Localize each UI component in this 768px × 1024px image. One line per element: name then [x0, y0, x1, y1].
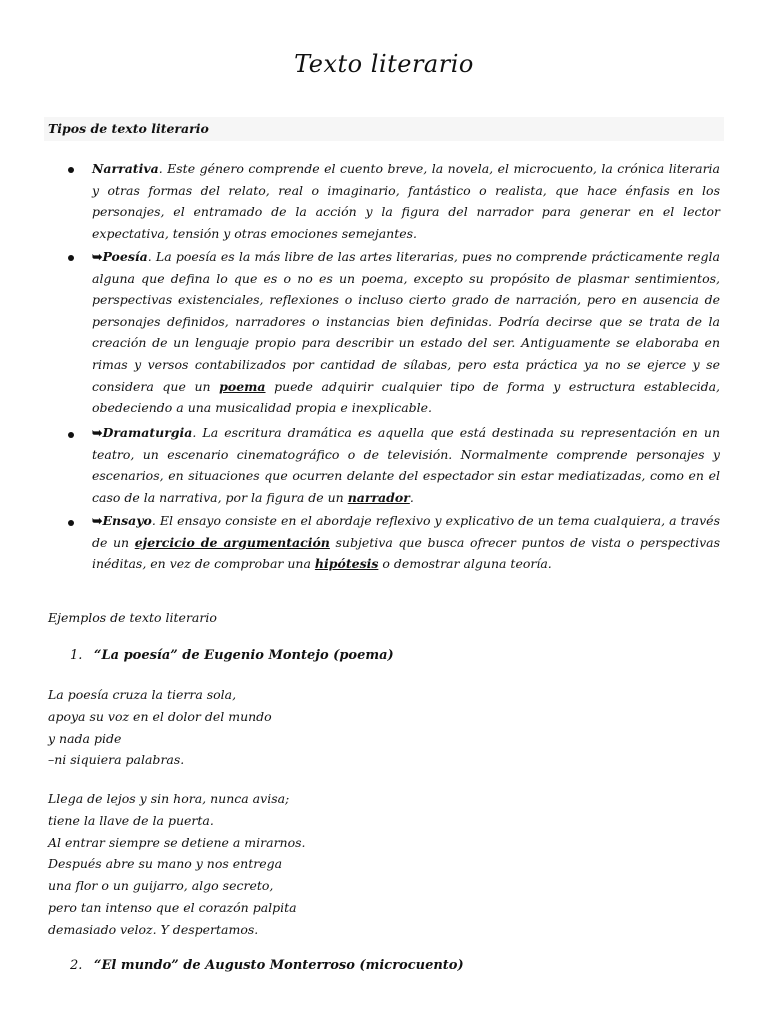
list-item-dramaturgia: [92, 422, 720, 508]
link-hipotesis[interactable]: hipótesis: [314, 556, 379, 572]
poem-stanza-2: [48, 788, 306, 941]
poem-line: pero tan intenso que el corazón palpita: [48, 899, 297, 915]
term-ensayo: Ensayo: [102, 513, 152, 528]
term-poesia: Poesía: [102, 249, 148, 264]
bullet-icon: [68, 255, 74, 261]
poem-line: La poesía cruza la tierra sola,: [48, 687, 237, 702]
bullet-icon: [68, 167, 74, 173]
bullet-icon: [68, 520, 74, 526]
ensayo-text-2: subjetiva que busca ofrecer puntos de vista o perspectivas inéditas, en vez de comprobar una: [92, 534, 720, 572]
poem-stanza-1: [48, 684, 272, 771]
link-narrador[interactable]: narrador: [347, 489, 410, 505]
poem-line: Llega de lejos y sin hora, nunca avisa;: [48, 791, 290, 806]
ensayo-text-3: o demostrar alguna teoría.: [378, 556, 552, 572]
poem-line: –ni siquiera palabras.: [48, 752, 185, 768]
arrow-icon: ➥: [92, 425, 103, 440]
term-dramaturgia: Dramaturgia: [102, 425, 193, 440]
poem-line: Después abre su mano y nos entrega: [48, 856, 283, 872]
link-poema[interactable]: poema: [219, 378, 266, 394]
bullet-icon: [68, 432, 74, 438]
dramaturgia-text-2: .: [409, 489, 414, 505]
poem-line: una flor o un guijarro, algo secreto,: [48, 878, 274, 894]
example-2-heading: [70, 958, 464, 973]
list-item-narrativa: [92, 158, 720, 244]
example-title: “La poesía” de Eugenio Montejo (poema): [94, 648, 394, 663]
poem-line: tiene la llave de la puerta.: [48, 812, 214, 828]
example-number: 2.: [70, 958, 83, 973]
example-number: 1.: [70, 648, 83, 663]
list-item-poesia: [92, 246, 720, 419]
example-1-heading: [70, 648, 394, 663]
page-title: Texto literario: [294, 50, 474, 78]
poesia-text-1: . La poesía es la más libre de las artes literarias, pues no comprende prácticamente regla alguna que defina lo que es o no es un poema, excepto su propósito de plasmar sentimientos, perspectivas existenciales, reflexiones o incluso cierto grado de narración, pero en ausencia de personajes definidos, narradores o instancias bien definidas. Podría decirse que se trata de la creación de un lenguaje propio para describir un estado del ser. Antiguamente se elaboraba en rimas y versos contabilizados por cantidad de sílabas, pero esta práctica ya no se ejerce y se considera que un: [92, 249, 720, 394]
poem-line: Al entrar siempre se detiene a mirarnos.: [48, 834, 306, 850]
arrow-icon: ➥: [92, 249, 103, 264]
poesia-text-2: puede adquirir cualquier tipo de forma y estructura establecida, obedeciendo a una musicalidad propia e inexplicable.: [92, 378, 720, 416]
section-heading: Tipos de texto literario: [48, 121, 209, 136]
poem-line: apoya su voz en el dolor del mundo: [48, 708, 272, 724]
dramaturgia-text-1: . La escritura dramática es aquella que está destinada su representación en un teatro, un escenario cinematográfico o de televisión. Normalmente comprende personajes y escenarios, en situaciones que ocurren delante del espectador sin estar mediatizadas, como en el caso de la narrativa, por la figura de un: [92, 425, 720, 505]
term-narrativa: Narrativa: [92, 161, 159, 176]
poem-line: demasiado veloz. Y despertamos.: [48, 921, 259, 937]
ensayo-text-1: . El ensayo consiste en el abordaje reflexivo y explicativo de un tema cualquiera, a través de un: [92, 513, 720, 550]
arrow-icon: ➥: [92, 513, 103, 528]
list-item-ensayo: [92, 510, 720, 575]
examples-heading: Ejemplos de texto literario: [48, 610, 217, 625]
poem-line: y nada pide: [48, 730, 122, 746]
narrativa-text: . Este género comprende el cuento breve, la novela, el microcuento, la crónica literaria y otras formas del relato, real o imaginario, fantástico o realista, que hace énfasis en los personajes, el entramado de la acción y la figura del narrador para generar en el lector expectativa, tensión y otras emociones semejantes.: [92, 161, 720, 241]
example-title: “El mundo” de Augusto Monterroso (microcuento): [94, 958, 464, 973]
link-ejercicio-de-argumentacion[interactable]: ejercicio de argumentación: [134, 534, 330, 550]
